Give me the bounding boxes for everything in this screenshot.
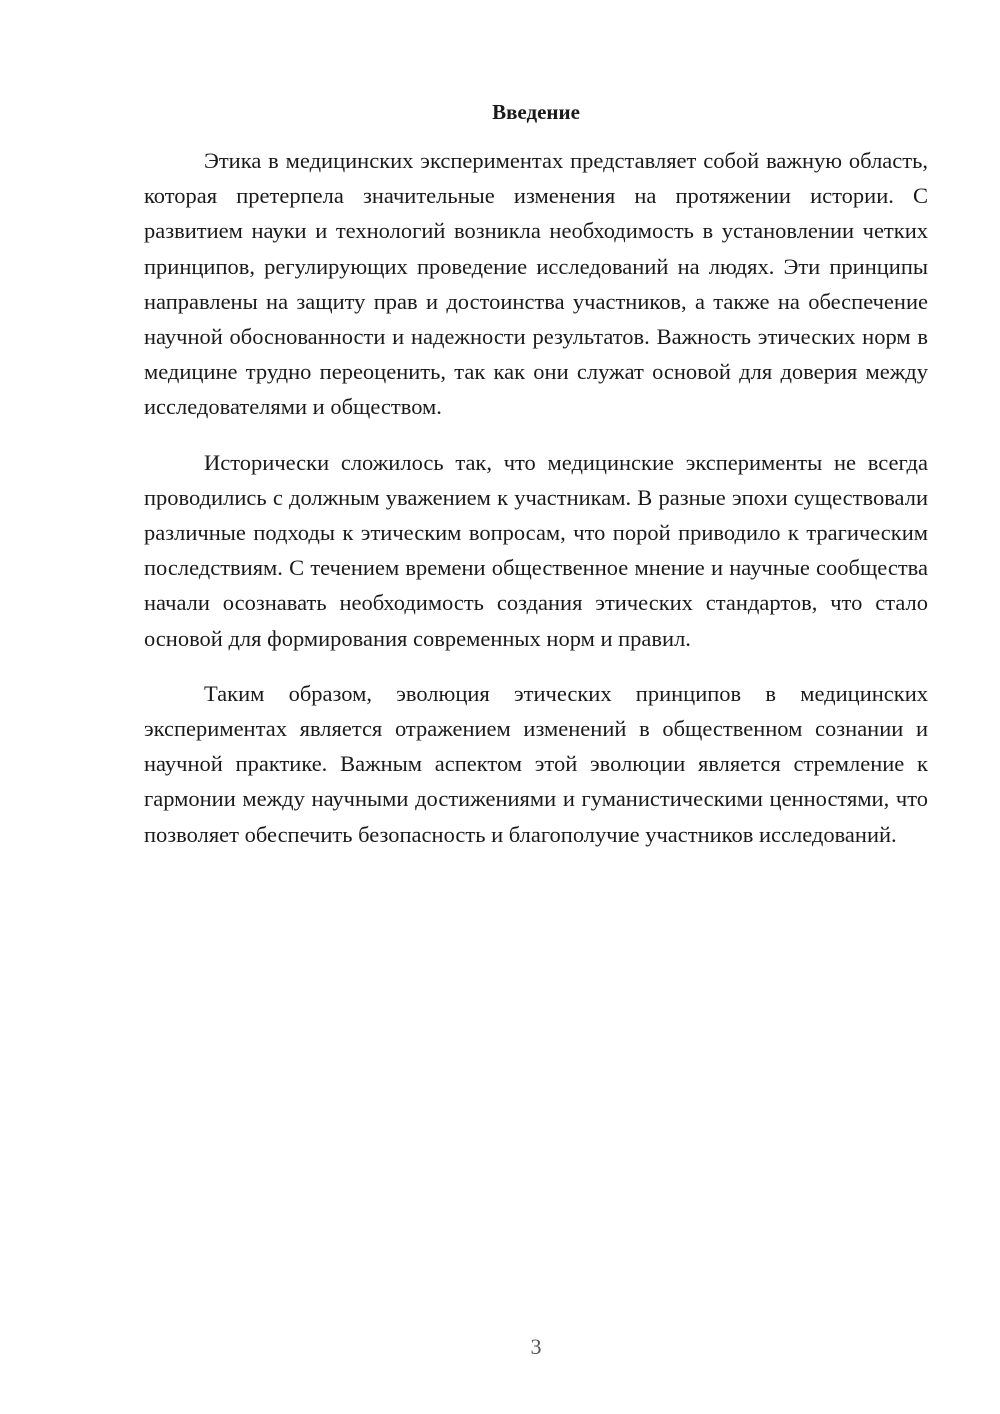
paragraph-2: Исторически сложилось так, что медицинские эксперименты не всегда проводились с должным уважением к участникам. В разные эпохи существовали различные подходы к этическим вопросам, что порой приводило к трагическим последствиям. С течением времени общественное мнение и научные сообщества начали осознавать необходимость создания этических стандартов, что стало основой для формирования современных норм и правил.: [144, 449, 928, 651]
section-heading: Введение: [492, 100, 580, 124]
page-number: 3: [530, 1334, 542, 1359]
paragraph-3: Таким образом, эволюция этических принципов в медицинских экспериментах является отражением изменений в общественном сознании и научной практике. Важным аспектом этой эволюции является стремление к гармонии между научными достижениями и гуманистическими ценностями, что позволяет обеспечить безопасность и благополучие участников исследований.: [144, 680, 928, 847]
paragraph-1: Этика в медицинских экспериментах представляет собой важную область, которая претерпела значительные изменения на протяжении истории. С развитием науки и технологий возникла необходимость в установлении четких принципов, регулирующих проведение исследований на людях. Эти принципы направлены на защиту прав и достоинства участников, а также на обеспечение научной обоснованности и надежности результатов. Важность этических норм в медицине трудно переоценить, так как они служат основой для доверия между исследователями и обществом.: [144, 148, 928, 420]
body-text: [144, 143, 928, 872]
